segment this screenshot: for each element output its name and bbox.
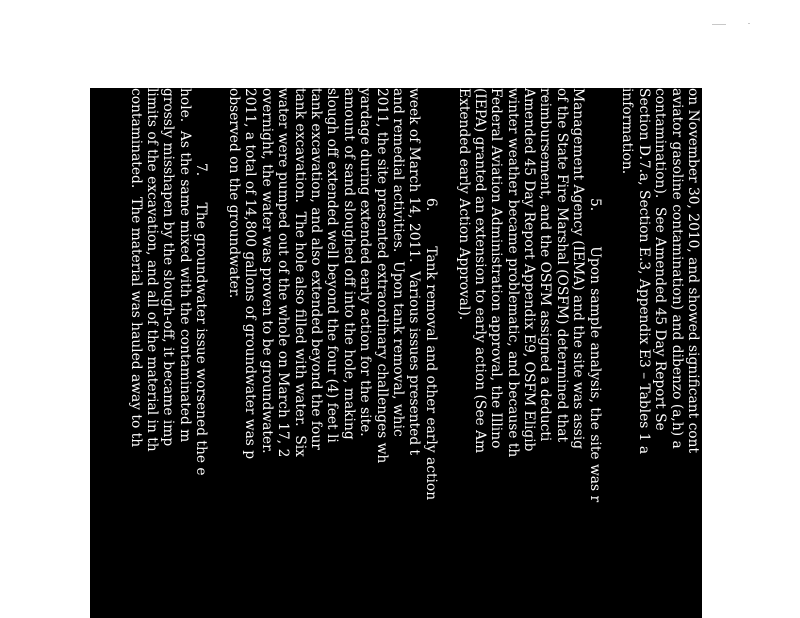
paragraph-number: 5. (586, 198, 603, 212)
scan-specks (706, 20, 766, 30)
text-line: reimbursement, and the OSFM assigned a deducti (537, 88, 554, 442)
text-line: yardage during extended early action for the site. (357, 88, 374, 437)
text-line: tank excavation, and also extended beyond the four (308, 88, 325, 450)
paragraph-number: 6. (422, 198, 439, 212)
text-line: week of March 14, 2011. Various issues presented t (406, 88, 423, 456)
text-line: hole. As the same mixed with the contaminated m (176, 88, 193, 443)
text-line: Management Agency (IEMA) and the site was assig (570, 88, 587, 450)
document-text (127, 88, 701, 618)
paragraph-6-first-line (422, 88, 438, 618)
text-line: grossly misshapen by the slough-off, it became imp (160, 88, 177, 447)
text-line: Tank removal and other early action (422, 246, 439, 501)
text-line: (IEPA) granted an extension to early action (See Am (471, 88, 488, 454)
text-line: tank excavation. The hole also filled with water. Six (291, 88, 308, 457)
text-line: Extended early Action Approval). (455, 88, 472, 321)
text-line: Upon sample analysis, the site was r (586, 246, 603, 503)
text-line: overnight, the water was proven to be groundwater. (258, 88, 275, 454)
text-line: water were pumped out of the whole on March 17, 2 (275, 88, 292, 458)
text-line: Section D.7.a, Section E.3, Appendix E3 – Tables 1 a (635, 88, 652, 455)
text-line: aviator gasoline contamination) and dibenzo (a,h) a (668, 88, 685, 449)
text-line: limits of the excavation, and all of the material in th (144, 88, 161, 452)
text-line: information. (619, 88, 636, 175)
text-line: observed on the groundwater. (226, 88, 243, 299)
text-line: Federal Aviation Administration approval, the Illino (488, 88, 505, 449)
text-line: 2011, a total of 14,800 gallons of groundwater was p (242, 88, 259, 460)
text-line: and remedial activities. Upon tank removal, whic (389, 88, 406, 437)
text-line: The groundwater issue worsened the e (193, 202, 210, 476)
text-line: on November 30, 2010, and showed significant cont (685, 88, 701, 454)
paragraph-number: 7. (193, 163, 210, 177)
text-line: amount of sand sloughed off into the hole, making (340, 88, 357, 440)
paragraph-7-first-line (193, 88, 209, 618)
text-line: contaminated. The material was hauled away to th (127, 88, 144, 448)
text-line: contamination). See Amended 45 Day Report Se (652, 88, 669, 431)
text-line: of the State Fire Marshal (OSFM) determined that (553, 88, 570, 443)
text-line: 2011, the site presented extraordinary challenges wh (373, 88, 390, 464)
text-line: slough off extended well beyond the four (4) feet li (324, 88, 341, 443)
rotated-document (90, 88, 702, 618)
text-line: Amended 45 Day Report Appendix E9, OSFM Eligib (521, 88, 538, 452)
scanned-page (90, 88, 702, 618)
paragraph-5-first-line (586, 88, 602, 618)
text-line: winter weather became problematic, and because th (504, 88, 521, 458)
